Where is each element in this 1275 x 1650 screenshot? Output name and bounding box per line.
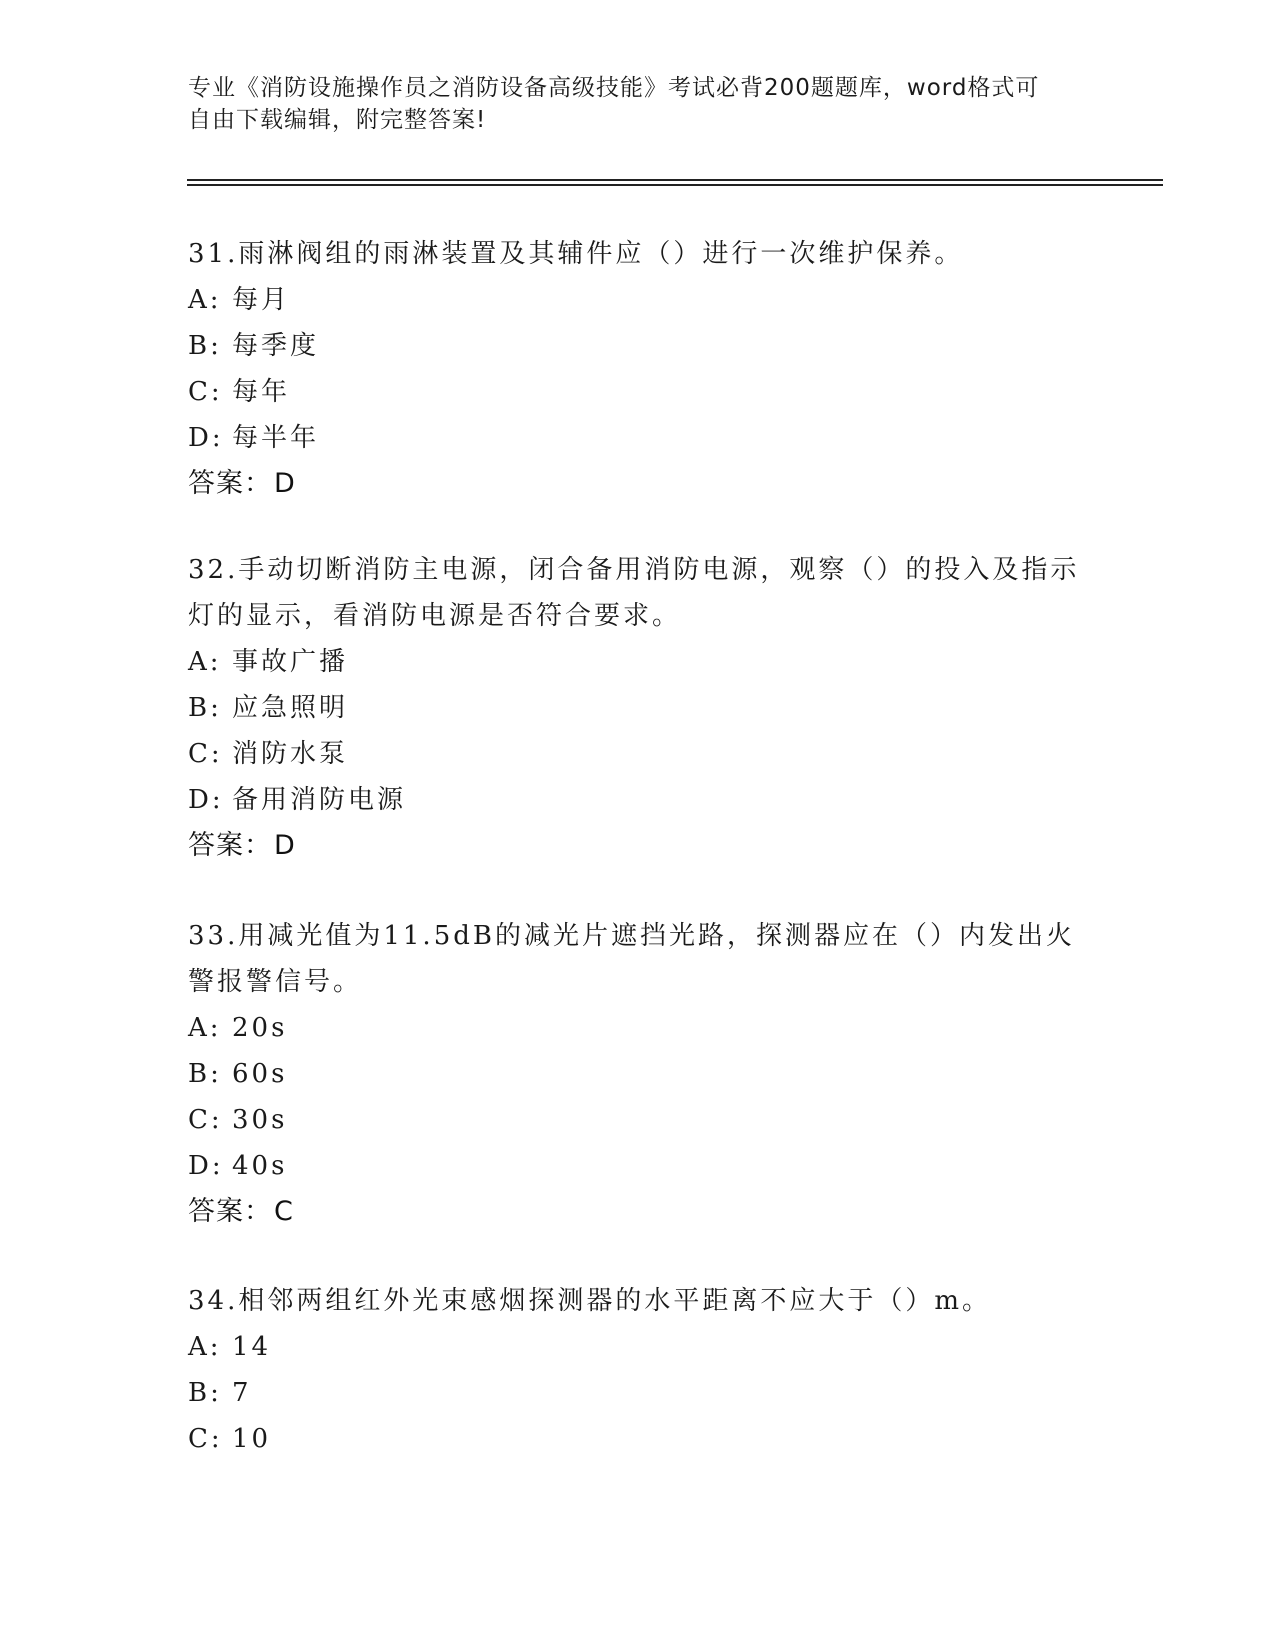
option-letter: D: xyxy=(188,1151,224,1181)
question-stem: 31.雨淋阀组的雨淋装置及其辅件应（）进行一次维护保养。 xyxy=(188,239,964,269)
answer-line xyxy=(188,823,1108,869)
option-text: 每季度 xyxy=(232,331,320,361)
option-text: 备用消防电源 xyxy=(232,785,407,815)
option-text: 14 xyxy=(232,1332,272,1362)
option-letter: D: xyxy=(188,785,224,815)
option-b xyxy=(188,1370,1108,1416)
option-letter: B: xyxy=(188,1059,222,1089)
option-text: 40s xyxy=(232,1151,288,1181)
option-letter: C: xyxy=(188,1424,223,1454)
answer-label: 答案： xyxy=(188,468,272,499)
answer-value: C xyxy=(274,1196,294,1227)
option-text: 每年 xyxy=(232,377,291,407)
option-letter: B: xyxy=(188,693,222,723)
option-letter: A: xyxy=(188,1332,222,1362)
question-stem: 34.相邻两组红外光束感烟探测器的水平距离不应大于（）m。 xyxy=(188,1286,992,1316)
option-d xyxy=(188,415,1108,461)
header-line-2: 自由下载编辑，附完整答案! xyxy=(188,107,487,133)
answer-line xyxy=(188,461,1108,507)
option-letter: B: xyxy=(188,1378,222,1408)
option-text: 每半年 xyxy=(232,423,320,453)
option-letter: C: xyxy=(188,377,223,407)
option-text: 20s xyxy=(232,1013,288,1043)
question-stem: 33.用减光值为11.5dB的减光片遮挡光路，探测器应在（）内发出火 xyxy=(188,921,1075,951)
option-letter: A: xyxy=(188,647,222,677)
answer-label: 答案： xyxy=(188,830,272,861)
option-letter: A: xyxy=(188,1013,222,1043)
option-d xyxy=(188,777,1108,823)
header-line-1: 专业《消防设施操作员之消防设备高级技能》考试必背200题题库，word格式可 xyxy=(188,75,1040,101)
question-stem: 32.手动切断消防主电源，闭合备用消防电源，观察（）的投入及指示 xyxy=(188,555,1080,585)
option-d xyxy=(188,1143,1108,1189)
question-stem-continued: 灯的显示，看消防电源是否符合要求。 xyxy=(188,601,682,631)
option-text: 消防水泵 xyxy=(232,739,349,769)
option-c xyxy=(188,1097,1108,1143)
option-c xyxy=(188,369,1108,415)
option-text: 事故广播 xyxy=(232,647,349,677)
option-a xyxy=(188,1324,1108,1370)
option-letter: D: xyxy=(188,423,224,453)
header-divider-top xyxy=(187,179,1163,181)
document-header xyxy=(188,72,1088,136)
option-text: 30s xyxy=(232,1105,288,1135)
header-divider-bottom xyxy=(187,184,1163,186)
option-letter: A: xyxy=(188,285,222,315)
answer-line xyxy=(188,1189,1108,1235)
question-33 xyxy=(188,913,1108,1235)
option-text: 应急照明 xyxy=(232,693,349,723)
question-stem-continued: 警报警信号。 xyxy=(188,967,363,997)
option-text: 每月 xyxy=(232,285,291,315)
option-a xyxy=(188,1005,1108,1051)
option-b xyxy=(188,685,1108,731)
option-b xyxy=(188,323,1108,369)
question-32 xyxy=(188,547,1108,869)
option-letter: C: xyxy=(188,1105,223,1135)
option-letter: C: xyxy=(188,739,223,769)
option-c xyxy=(188,1416,1108,1462)
option-text: 10 xyxy=(232,1424,272,1454)
option-text: 7 xyxy=(232,1378,252,1408)
question-31 xyxy=(188,231,1108,507)
option-text: 60s xyxy=(232,1059,288,1089)
option-a xyxy=(188,277,1108,323)
answer-value: D xyxy=(274,468,296,499)
option-a xyxy=(188,639,1108,685)
answer-value: D xyxy=(274,830,296,861)
option-c xyxy=(188,731,1108,777)
option-letter: B: xyxy=(188,331,222,361)
option-b xyxy=(188,1051,1108,1097)
answer-label: 答案： xyxy=(188,1196,272,1227)
question-34 xyxy=(188,1278,1108,1462)
